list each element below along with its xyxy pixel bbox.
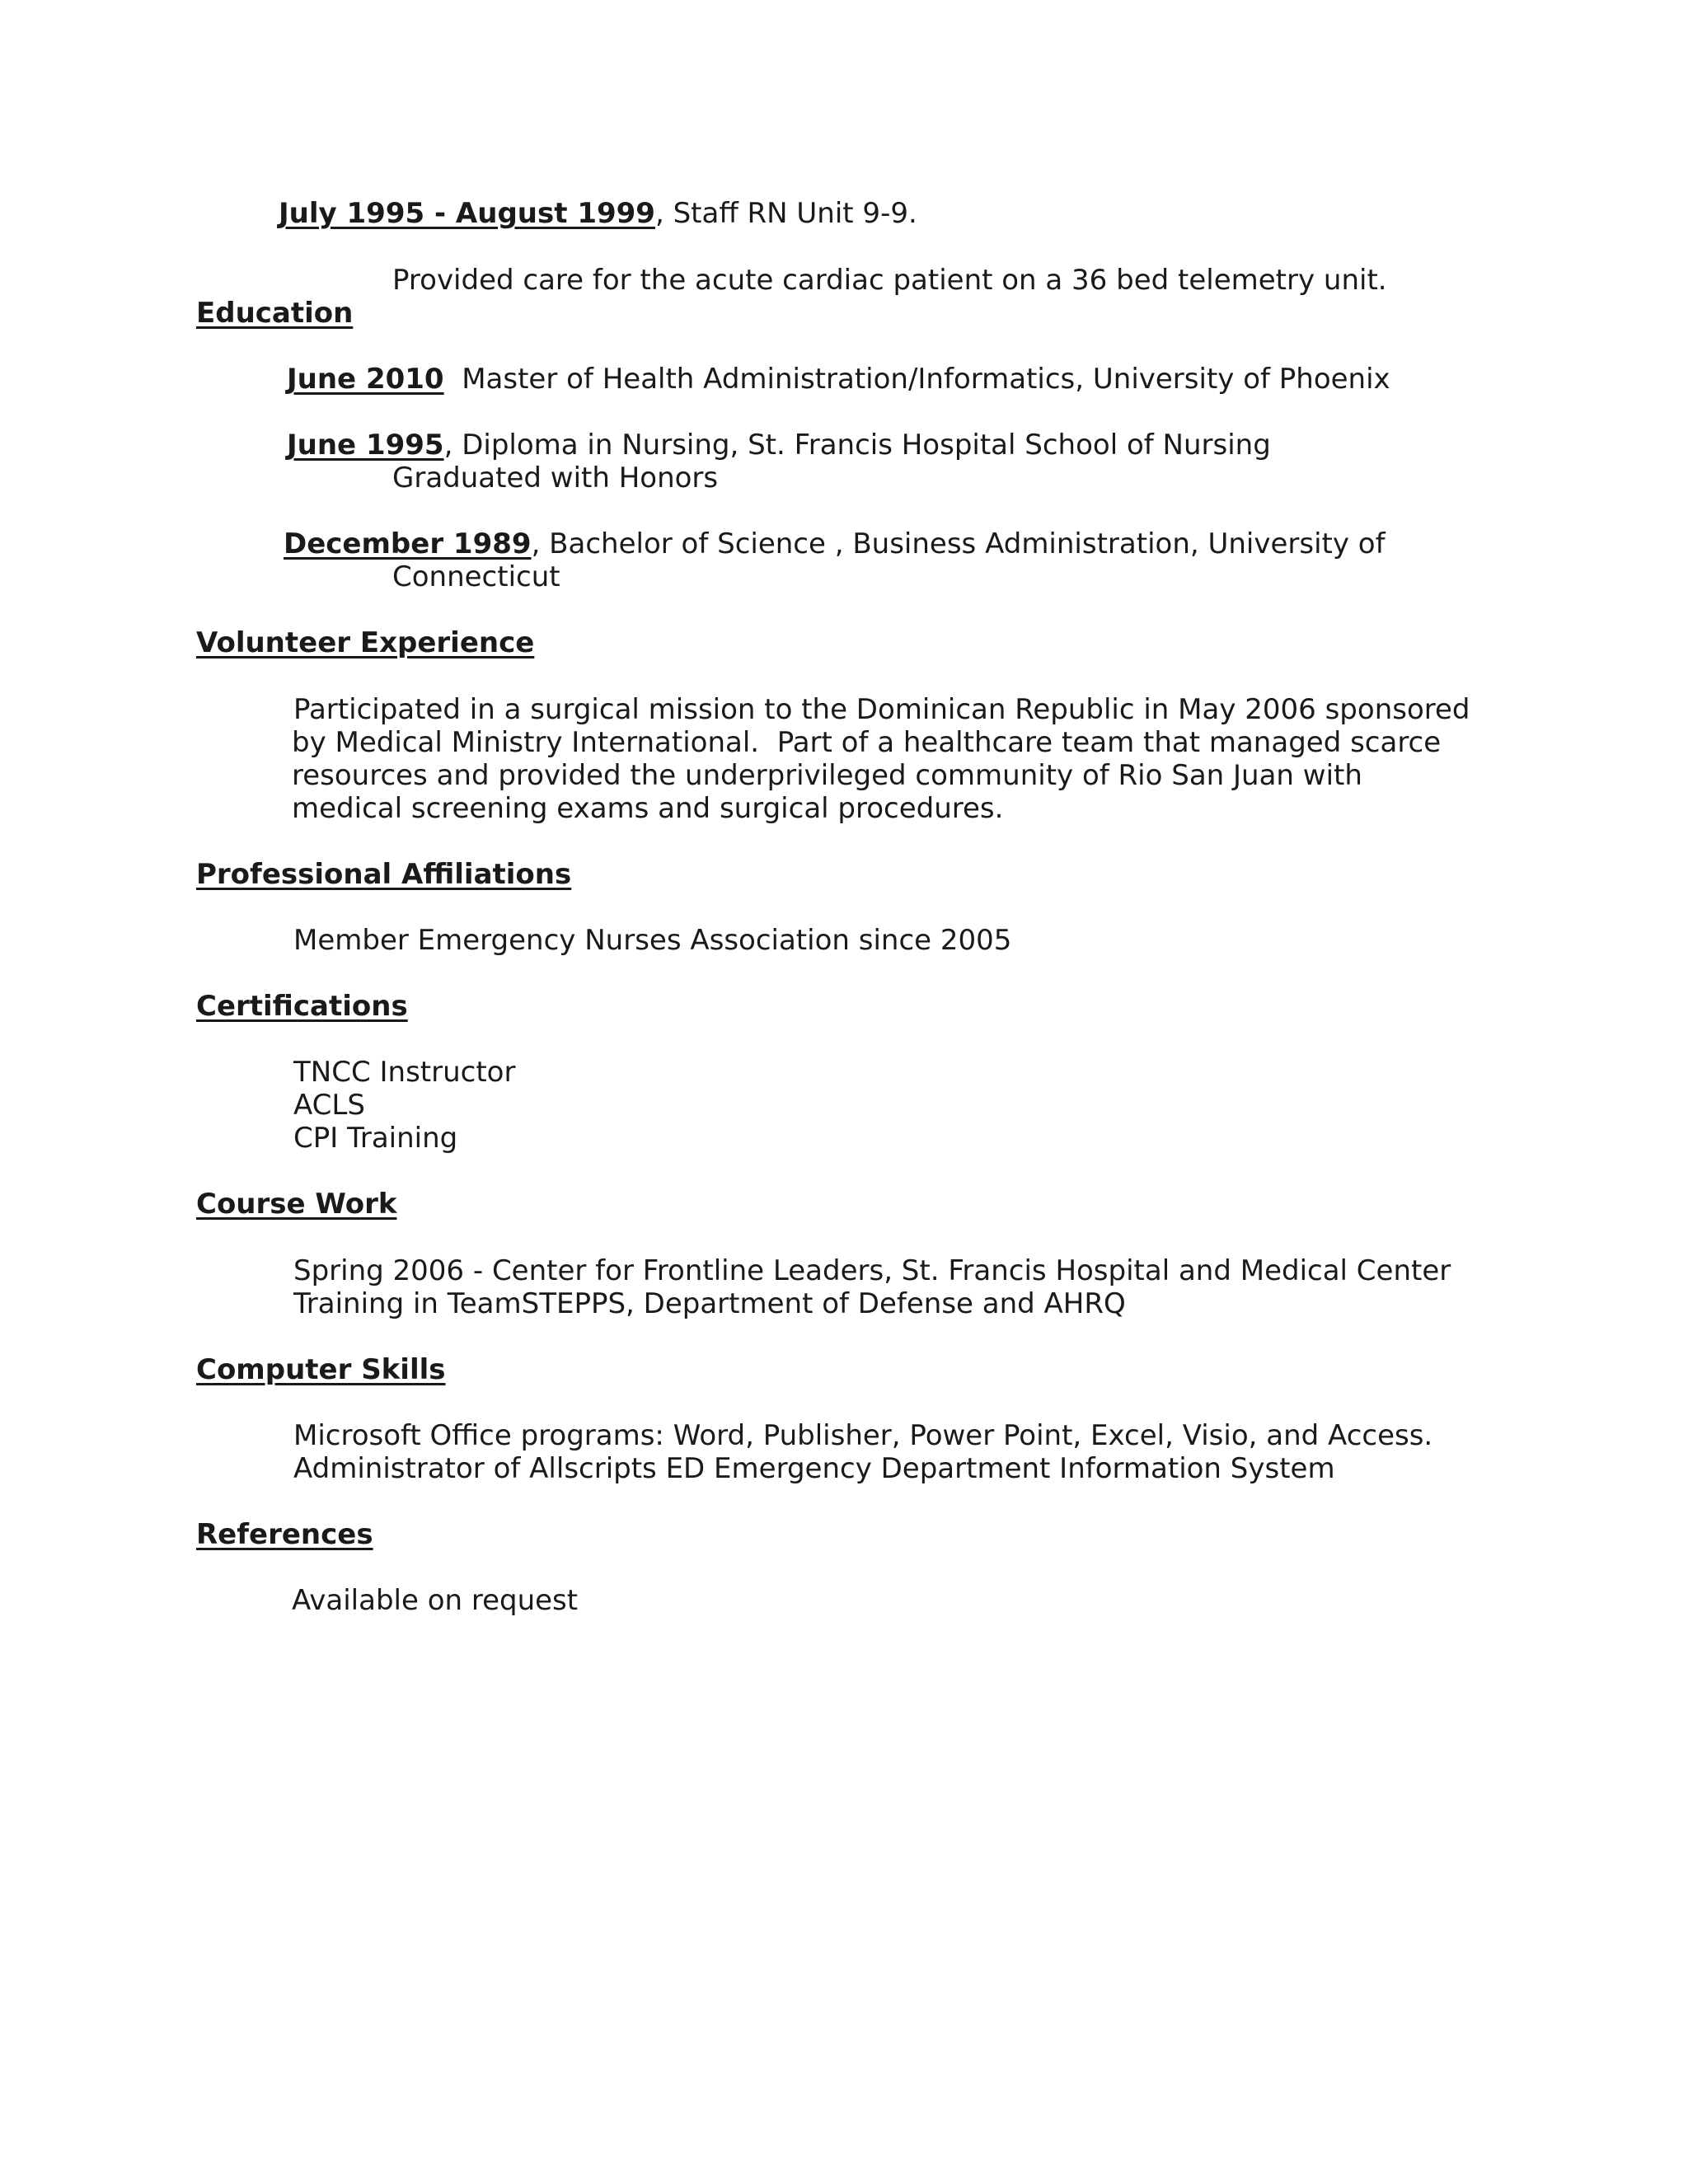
certification-item: ACLS bbox=[293, 1089, 365, 1122]
employment-entry bbox=[279, 197, 917, 230]
volunteer-line-1: Participated in a surgical mission to the Dominican Republic in May 2006 sponsored bbox=[293, 693, 1470, 726]
education-text-3: , Bachelor of Science , Business Administration, University of bbox=[531, 527, 1386, 560]
education-entry-3 bbox=[284, 527, 1386, 560]
education-heading: Education bbox=[196, 297, 354, 330]
computer-skills-line-1: Microsoft Office programs: Word, Publisher, Power Point, Excel, Visio, and Access. bbox=[293, 1419, 1433, 1452]
affiliations-line-1: Member Emergency Nurses Association since 2005 bbox=[293, 924, 1012, 957]
volunteer-line-3: resources and provided the underprivileged community of Rio San Juan with bbox=[292, 759, 1362, 792]
education-date-3: December 1989 bbox=[284, 527, 532, 560]
education-entry-2 bbox=[287, 429, 1271, 462]
references-heading: References bbox=[196, 1518, 373, 1551]
employment-role: , Staff RN Unit 9-9. bbox=[654, 197, 917, 230]
education-extra-2: Graduated with Honors bbox=[392, 462, 719, 494]
computer-skills-heading: Computer Skills bbox=[196, 1353, 446, 1386]
certification-item: CPI Training bbox=[293, 1122, 458, 1155]
references-line-1: Available on request bbox=[292, 1584, 579, 1617]
coursework-line-1: Spring 2006 - Center for Frontline Leaders, St. Francis Hospital and Medical Center bbox=[293, 1254, 1451, 1287]
affiliations-heading: Professional Affiliations bbox=[196, 858, 572, 891]
computer-skills-line-2: Administrator of Allscripts ED Emergency Department Information System bbox=[293, 1452, 1335, 1485]
employment-description: Provided care for the acute cardiac patient on a 36 bed telemetry unit. bbox=[392, 264, 1387, 297]
education-text-2: , Diploma in Nursing, St. Francis Hospital School of Nursing bbox=[443, 429, 1271, 462]
coursework-heading: Course Work bbox=[196, 1188, 397, 1221]
volunteer-line-4: medical screening exams and surgical procedures. bbox=[292, 792, 1004, 825]
education-extra-3: Connecticut bbox=[392, 560, 560, 593]
certification-item: TNCC Instructor bbox=[293, 1056, 516, 1089]
education-text-1: Master of Health Administration/Informatics, University of Phoenix bbox=[443, 363, 1390, 396]
education-date-2: June 1995 bbox=[287, 429, 444, 462]
education-date-1: June 2010 bbox=[287, 363, 444, 396]
education-entry-1 bbox=[287, 363, 1390, 396]
certifications-heading: Certifications bbox=[196, 990, 408, 1023]
coursework-line-2: Training in TeamSTEPPS, Department of Defense and AHRQ bbox=[293, 1287, 1126, 1320]
employment-date: July 1995 - August 1999 bbox=[279, 197, 655, 230]
volunteer-line-2: by Medical Ministry International. Part of a healthcare team that managed scarce bbox=[292, 726, 1442, 759]
volunteer-heading: Volunteer Experience bbox=[196, 626, 535, 659]
